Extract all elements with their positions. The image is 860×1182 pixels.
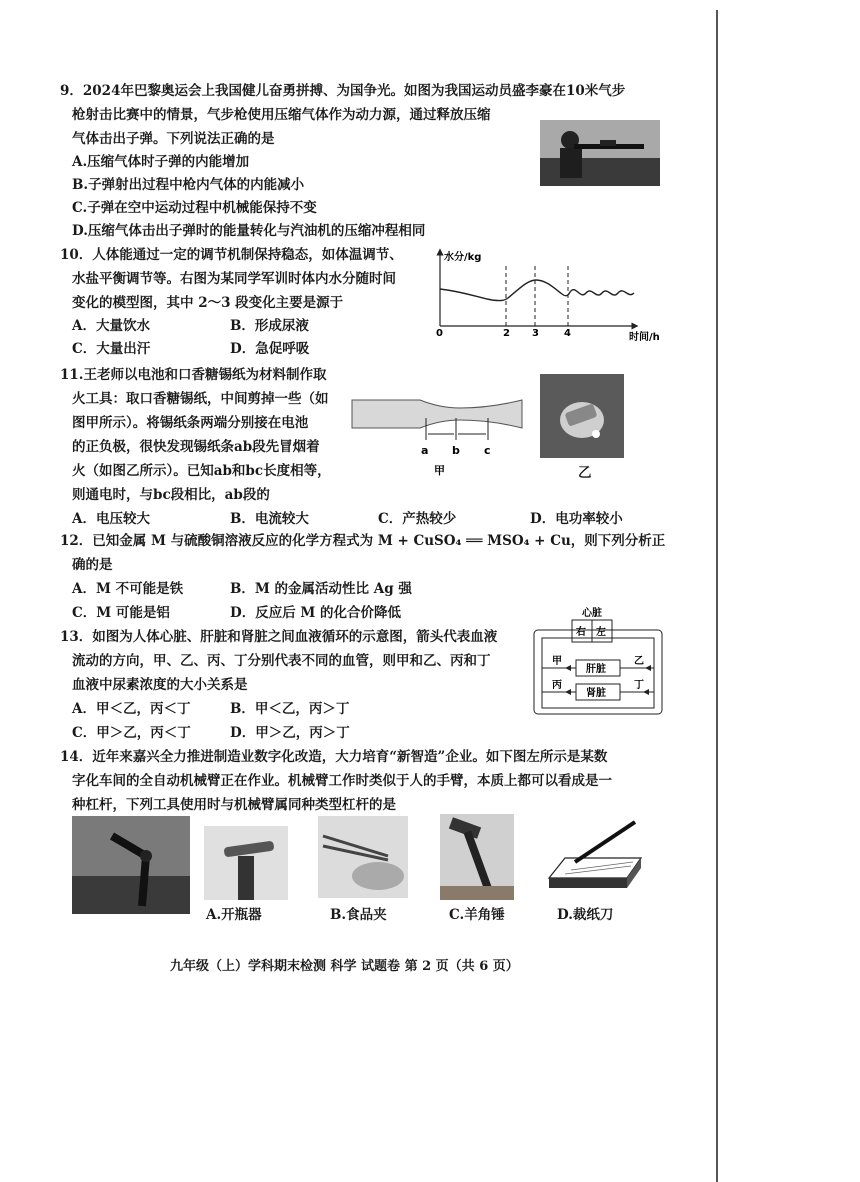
q10-line1: 10．人体能通过一定的调节机制保持稳态，如体温调节、 [60,247,403,263]
liver-label: 肝脏 [586,664,606,675]
q11-line1: 11.王老师以电池和口香糖锡纸为材料制作取 [60,367,327,383]
q9-option-b[interactable]: B.子弹射出过程中枪内气体的内能减小 [72,177,305,193]
q14-option-c[interactable]: C.羊角锤 [449,907,505,923]
paper-cutter-icon [545,818,645,900]
q11-line4: 的正负极，很快发现锡纸条ab段先冒烟着 [72,439,320,455]
q11-line6: 则通电时，与bc段相比，ab段的 [72,487,270,503]
q9-line2: 枪射击比赛中的情景，气步枪使用压缩气体作为动力源，通过释放压缩 [72,107,491,123]
label-c: c [484,444,491,457]
vessel-jia-label: 甲 [552,656,562,667]
battery-foil-photo [540,374,624,458]
q14-option-b[interactable]: B.食品夹 [330,907,387,923]
chart-tick-4: 4 [564,328,571,339]
water-time-chart [430,244,670,344]
food-tongs-icon [318,816,408,898]
fig-yi-label: 乙 [578,465,592,481]
q9-option-c[interactable]: C.子弹在空中运动过程中机械能保持不变 [72,200,317,216]
q11-option-a[interactable]: A．电压较大 [72,511,150,527]
food-tongs-photo [318,816,408,898]
chart-tick-0: 0 [436,328,443,339]
fig-jia-label: 甲 [434,464,445,477]
q12-line1: 12．已知金属 M 与硫酸铜溶液反应的化学方程式为 M + CuSO₄ ══ MSO₄ + Cu，则下列分析正 [60,533,666,549]
q11-option-d[interactable]: D．电功率较小 [530,511,623,527]
circulation-diagram [528,604,668,716]
label-a: a [421,444,429,457]
claw-hammer-photo [440,814,514,900]
tin-foil-strip-diagram [350,398,526,478]
rifle-icon [540,120,660,186]
q12-option-b[interactable]: B．M 的金属活动性比 Ag 强 [230,581,412,597]
page-footer: 九年级（上）学科期末检测 科学 试题卷 第 2 页（共 6 页） [170,959,519,974]
q12-option-a[interactable]: A．M 不可能是铁 [72,581,184,597]
q9-line1: 9．2024年巴黎奥运会上我国健儿奋勇拼搏、为国争光。如图为我国运动员盛李豪在10米气步 [60,83,626,99]
q14-line3: 种杠杆，下列工具使用时与机械臂属同种类型杠杆的是 [72,797,396,813]
chart-tick-2: 2 [503,328,510,339]
q11-line5: 火（如图乙所示）。已知ab和bc长度相等， [72,463,331,479]
label-b: b [452,444,460,457]
right-atrium-label: 右 [576,627,586,638]
vessel-ding-label: 丁 [634,680,644,691]
q11-option-c[interactable]: C．产热较少 [378,511,457,527]
tin-foil-strip [352,400,522,428]
q10-option-b[interactable]: B．形成尿液 [230,318,309,334]
claw-hammer-icon [440,814,514,900]
q9-option-a[interactable]: A.压缩气体时子弹的内能增加 [72,154,250,170]
q13-option-b[interactable]: B．甲＜乙，丙＞丁 [230,701,350,717]
q11-line2: 火工具：取口香糖锡纸，中间剪掉一些（如 [72,391,329,407]
left-atrium-label: 左 [596,627,606,638]
q10-line2: 水盐平衡调节等。右图为某同学军训时体内水分随时间 [72,271,396,287]
q12-option-c[interactable]: C．M 可能是铝 [72,605,170,621]
kidney-label: 肾脏 [586,688,606,699]
q13-option-a[interactable]: A．甲＜乙，丙＜丁 [72,701,191,717]
q13-option-d[interactable]: D．甲＞乙，丙＞丁 [230,725,350,741]
robot-arm-photo [72,816,190,914]
shooter-photo [540,120,660,186]
q10-option-c[interactable]: C．大量出汗 [72,341,151,357]
heart-label: 心脏 [582,608,602,619]
robot-arm-icon [72,816,190,914]
q10-line3: 变化的模型图，其中 2～3 段变化主要是源于 [72,295,344,311]
vessel-bing-label: 丙 [552,680,562,691]
q13-line3: 血液中尿素浓度的大小关系是 [72,677,248,693]
q14-line1: 14．近年来嘉兴全力推进制造业数字化改造，大力培育“新智造”企业。如下图左所示是某数 [60,749,608,765]
battery-icon [540,374,624,458]
q12-line2: 确的是 [72,557,113,573]
q13-line1: 13．如图为人体心脏、肝脏和肾脏之间血液循环的示意图，箭头代表血液 [60,629,498,645]
bottle-opener-photo [204,826,288,900]
bottle-opener-icon [204,826,288,900]
q13-line2: 流动的方向，甲、乙、丙、丁分别代表不同的血管，则甲和乙、丙和丁 [72,653,491,669]
vessel-yi-label: 乙 [634,656,644,667]
q12-option-d[interactable]: D．反应后 M 的化合价降低 [230,605,402,621]
page-margin-line [716,10,718,1182]
paper-cutter-figure [545,818,645,900]
q9-option-d[interactable]: D.压缩气体击出子弹时的能量转化与汽油机的压缩冲程相同 [72,223,426,239]
water-curve [440,280,634,301]
q10-option-a[interactable]: A．大量饮水 [72,318,150,334]
q10-option-d[interactable]: D．急促呼吸 [230,341,310,357]
q14-option-a[interactable]: A.开瓶器 [206,907,262,923]
q9-line3: 气体击出子弹。下列说法正确的是 [72,131,275,147]
chart-xlabel: 时间/h [629,332,660,343]
q11-line3: 图甲所示）。将锡纸条两端分别接在电池 [72,415,309,431]
q14-line2: 字化车间的全自动机械臂正在作业。机械臂工作时类似于人的手臂，本质上都可以看成是一 [72,773,612,789]
q11-option-b[interactable]: B．电流较大 [230,511,309,527]
chart-ylabel: 水分/kg [444,252,482,263]
chart-tick-3: 3 [532,328,539,339]
q14-option-d[interactable]: D.裁纸刀 [557,907,614,923]
q13-option-c[interactable]: C．甲＞乙，丙＜丁 [72,725,191,741]
